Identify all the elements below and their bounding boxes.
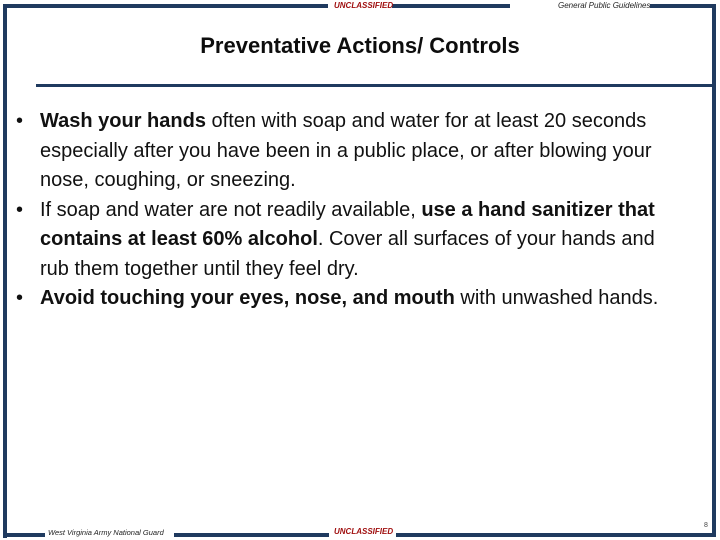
title-divider xyxy=(36,84,712,87)
list-item xyxy=(14,107,684,196)
frame-top-border-right xyxy=(650,4,716,8)
header-guidelines: General Public Guidelines xyxy=(558,1,651,10)
bullet-bold-text: Wash your hands xyxy=(40,110,206,132)
header-classification: UNCLASSIFIED xyxy=(334,1,394,10)
frame-top-border-middle xyxy=(392,4,510,8)
bullet-icon: • xyxy=(16,110,24,132)
frame-right-border xyxy=(712,4,716,536)
bullet-text: often with soap and water for at least 20 seconds especially after you have been in a public place, or after blowing your nose, coughing, or sneezing. xyxy=(40,110,652,191)
bullet-text: . Cover all surfaces of your hands and rub them together until they feel dry. xyxy=(40,228,655,280)
frame-bottom-border-middle xyxy=(174,533,329,537)
list-item xyxy=(14,196,684,285)
guideline-list xyxy=(14,107,684,314)
footer-organization: West Virginia Army National Guard xyxy=(48,528,164,537)
frame-left-border xyxy=(3,4,7,538)
bullet-icon: • xyxy=(16,287,24,309)
bullet-text: with unwashed hands. xyxy=(454,287,659,309)
bullet-icon: • xyxy=(16,198,24,221)
bullet-bold-text: use a hand sanitizer that contains at least 60% alcohol xyxy=(40,198,655,250)
page-title: Preventative Actions/ Controls xyxy=(200,33,520,58)
list-item xyxy=(14,284,684,314)
bullet-bold-text: Avoid touching your eyes, nose, and mouth xyxy=(40,287,455,309)
frame-top-border-left xyxy=(3,4,328,8)
bullet-lead-text: If soap and water are not readily available, xyxy=(40,198,422,221)
frame-bottom-border-right xyxy=(396,533,716,537)
frame-bottom-border-left xyxy=(3,533,45,537)
footer-classification: UNCLASSIFIED xyxy=(334,527,394,536)
page-number: 8 xyxy=(704,522,708,529)
